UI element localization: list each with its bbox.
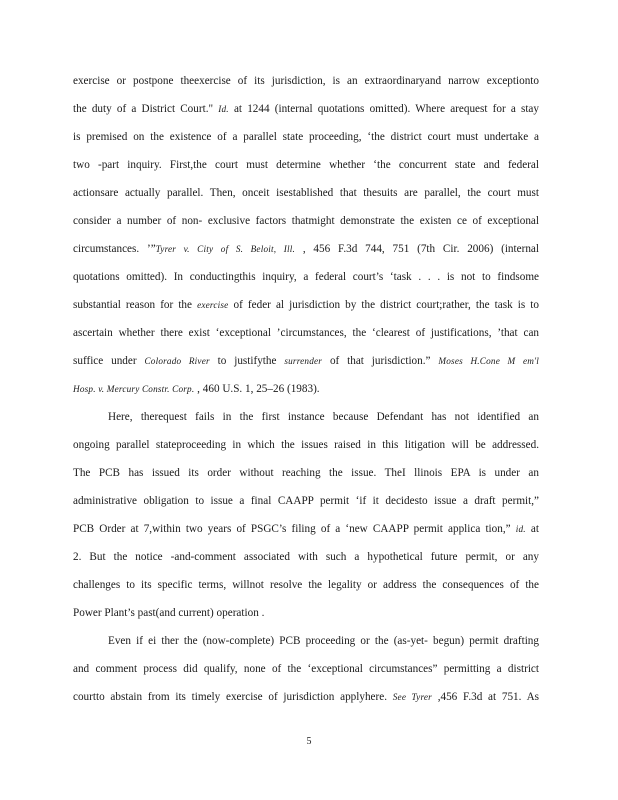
italic-run: surrender	[284, 356, 323, 366]
text-line	[73, 186, 539, 200]
text-line	[73, 326, 539, 340]
text-line	[73, 522, 539, 536]
text-run: 2. But the notice -and-comment associated with such a hypothetical future permit, or any	[73, 551, 539, 563]
text-run: Here, therequest fails in the first instance because Defendant has not identified an	[108, 411, 539, 423]
text-line	[73, 158, 539, 172]
text-run: Power Plant’s past(and current) operation .	[73, 607, 265, 619]
italic-run: Tyrer v. City of S. Beloit, Ill.	[155, 244, 296, 254]
text-run: Even if ei ther the (now-complete) PCB proceeding or the (as-yet- begun) permit drafting	[108, 635, 539, 647]
text-line	[73, 690, 539, 704]
text-run: The PCB has issued its order without reaching the issue. TheI llinois EPA is under an	[73, 467, 539, 479]
text-run: circumstances. ’”	[73, 243, 156, 255]
text-run: at	[525, 523, 540, 535]
text-run: and comment process did qualify, none of the ‘exceptional circumstances” permitting a district	[73, 663, 539, 675]
text-line	[73, 578, 539, 592]
text-line	[73, 382, 539, 396]
text-run: suffice under	[73, 355, 145, 367]
italic-run: id.	[515, 524, 526, 534]
text-run: , 456 F.3d 744, 751 (7th Cir. 2006) (internal	[295, 243, 539, 255]
italic-run: Hosp. v. Mercury Constr. Corp.	[73, 384, 195, 394]
text-line	[73, 242, 539, 256]
text-line	[73, 438, 539, 452]
italic-run: Moses H.Cone M em'l	[438, 356, 539, 366]
italic-run: exercise	[197, 300, 229, 310]
text-run: ongoing parallel stateproceeding in which the issues raised in this litigation will be addressed.	[73, 439, 539, 451]
text-run: at 1244 (internal quotations omitted). Where arequest for a stay	[228, 103, 539, 115]
text-line	[73, 130, 539, 144]
text-line	[73, 494, 539, 508]
text-line	[73, 606, 539, 620]
text-line	[73, 74, 539, 88]
italic-run: Id.	[218, 104, 229, 114]
text-run: PCB Order at 7,within two years of PSGC’s filing of a ‘new CAAPP permit applica tion,”	[73, 523, 516, 535]
text-run: courtto abstain from its timely exercise of jurisdiction applyhere.	[73, 691, 393, 703]
italic-run: Colorado River	[144, 356, 210, 366]
text-run: the duty of a District Court."	[73, 103, 219, 115]
text-line	[73, 466, 539, 480]
text-run: is premised on the existence of a parallel state proceeding, ‘the district court must undertake a	[73, 131, 539, 143]
text-run: substantial reason for the	[73, 299, 198, 311]
text-line	[73, 270, 539, 284]
text-run: actionsare actually parallel. Then, onceit isestablished that thesuits are parallel, the court must	[73, 187, 539, 199]
text-run: ascertain whether there exist ‘exceptional ’circumstances, the ‘clearest of justifications, ’that can	[73, 327, 539, 339]
text-line	[73, 298, 539, 312]
text-run: of feder al jurisdiction by the district court;rather, the task is to	[228, 299, 540, 311]
text-line	[73, 102, 539, 116]
text-run: consider a number of non- exclusive factors thatmight demonstrate the existen ce of exceptional	[73, 215, 539, 227]
text-line	[73, 214, 539, 228]
text-line	[108, 634, 539, 648]
text-run: administrative obligation to issue a final CAAPP permit ‘if it decidesto issue a draft permit,”	[73, 495, 539, 507]
text-line	[108, 410, 539, 424]
text-run: two -part inquiry. First,the court must determine whether ‘the concurrent state and federal	[73, 159, 539, 171]
text-run: of that jurisdiction.”	[322, 355, 439, 367]
text-line	[73, 354, 539, 368]
text-line	[73, 550, 539, 564]
page-number: 5	[306, 736, 312, 747]
text-run: quotations omitted). In conductingthis inquiry, a federal court’s ‘task . . . is not to findsome	[73, 271, 539, 283]
italic-run: See Tyrer	[392, 692, 432, 702]
text-line	[73, 662, 539, 676]
text-run: exercise or postpone theexercise of its jurisdiction, is an extraordinaryand narrow exceptionto	[73, 75, 539, 87]
text-run: to justifythe	[209, 355, 285, 367]
text-run: , 460 U.S. 1, 25–26 (1983).	[194, 383, 320, 395]
text-run: challenges to its specific terms, willnot resolve the legality or address the consequences of the	[73, 579, 539, 591]
text-run: ,456 F.3d at 751. As	[431, 691, 540, 703]
